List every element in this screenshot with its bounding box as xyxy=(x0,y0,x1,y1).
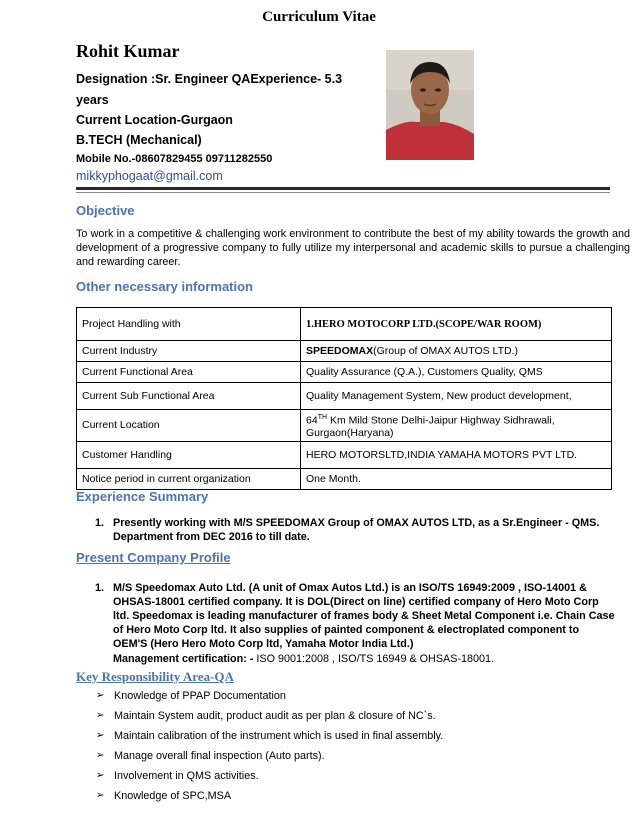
table-value: Quality Management System, New product development, xyxy=(301,383,612,410)
arrow-bullet-icon: ➢ xyxy=(96,730,105,741)
arrow-bullet-icon: ➢ xyxy=(96,690,105,701)
table-label: Current Location xyxy=(77,410,301,442)
mobile-number: Mobile No.-08607829455 09711282550 xyxy=(76,153,273,165)
table-row xyxy=(77,410,612,442)
company-profile-text: M/S Speedomax Auto Ltd. (A unit of Omax Autos Ltd.) is an ISO/TS 16949:2009 , ISO-14001 & OHSAS-18001 certified company. It is DOL(Direct on line) certified company of Hero Moto Corp ltd. Speedomax is leading manufacturer of frames body & Sheet Metal Component i.e. Chain Case of Hero Moto Corp ltd. It also supplies of painted component & electroplated component to OEM'S (Hero Hero Moto Corp ltd, Yamaha Motor India Ltd.) xyxy=(113,582,615,650)
list-item xyxy=(96,689,616,709)
current-location: Current Location-Gurgaon xyxy=(76,113,233,127)
arrow-bullet-icon: ➢ xyxy=(96,790,105,801)
table-label: Current Industry xyxy=(77,341,301,362)
email-address[interactable]: mikkyphogaat@gmail.com xyxy=(76,169,223,183)
experience-text: Presently working with M/S SPEEDOMAX Group of OMAX AUTOS LTD, as a Sr.Engineer - QMS. Department from DEC 2016 to till date. xyxy=(113,517,600,543)
industry-company: SPEEDOMAX xyxy=(306,345,374,357)
objective-heading: Objective xyxy=(76,203,135,218)
table-row xyxy=(77,441,612,468)
list-item xyxy=(96,709,616,729)
list-item xyxy=(96,729,616,749)
table-label: Current Functional Area xyxy=(77,362,301,383)
management-certification xyxy=(113,653,494,665)
table-value: HERO MOTORSLTD,INDIA YAMAHA MOTORS PVT LTD. xyxy=(301,441,612,468)
education: B.TECH (Mechanical) xyxy=(76,133,202,147)
list-item xyxy=(96,789,616,809)
experience-item xyxy=(95,516,615,544)
responsibility-text: Involvement in QMS activities. xyxy=(114,770,259,782)
company-profile-heading: Present Company Profile xyxy=(76,550,231,565)
designation-line-2: years xyxy=(76,93,109,107)
profile-photo xyxy=(386,50,474,160)
table-row xyxy=(77,468,612,489)
table-value xyxy=(301,308,612,341)
location-sup: TH xyxy=(317,414,328,421)
other-info-table xyxy=(76,307,612,490)
table-value xyxy=(301,410,612,442)
list-number: 1. xyxy=(95,582,105,594)
objective-text: To work in a competitive & challenging work environment to contribute the best of my ability towards the growth and development of a progressive company to fully utilize my interpersonal and academic skills to pursue a challenging and rewarding career. xyxy=(76,228,630,268)
header-divider-thick xyxy=(76,187,610,190)
arrow-bullet-icon: ➢ xyxy=(96,770,105,781)
table-row xyxy=(77,341,612,362)
table-row xyxy=(77,383,612,410)
other-info-heading: Other necessary information xyxy=(76,279,253,294)
candidate-name: Rohit Kumar xyxy=(76,41,180,61)
responsibility-text: Knowledge of SPC,MSA xyxy=(114,790,232,802)
responsibility-text: Maintain System audit, product audit as per plan & closure of NC`s. xyxy=(114,710,436,722)
responsibility-list xyxy=(96,689,616,809)
document-title: Curriculum Vitae xyxy=(262,9,376,25)
responsibility-text: Knowledge of PPAP Documentation xyxy=(114,690,286,702)
header-divider-thin xyxy=(76,192,610,193)
responsibility-text: Maintain calibration of the instrument which is used in final assembly. xyxy=(114,730,444,742)
table-row xyxy=(77,362,612,383)
list-number: 1. xyxy=(95,517,105,529)
list-item xyxy=(96,769,616,789)
company-profile-item xyxy=(95,581,615,651)
table-value xyxy=(301,341,612,362)
industry-group: (Group of OMAX AUTOS LTD.) xyxy=(373,345,519,357)
table-label: Project Handling with xyxy=(77,308,301,341)
table-label: Notice period in current organization xyxy=(77,468,301,489)
table-row xyxy=(77,308,612,341)
mgmt-value: ISO 9001:2008 , ISO/TS 16949 & OHSAS-18001. xyxy=(253,653,495,665)
table-value: Quality Assurance (Q.A.), Customers Quality, QMS xyxy=(301,362,612,383)
mgmt-label: Management certification: - xyxy=(113,653,254,665)
responsibility-text: Manage overall final inspection (Auto parts). xyxy=(114,750,325,762)
location-address: Km Mild Stone Delhi-Jaipur Highway Sidhrawali, Gurgaon(Haryana) xyxy=(306,414,555,439)
location-km: 64 xyxy=(306,414,318,427)
arrow-bullet-icon: ➢ xyxy=(96,710,105,721)
project-handling-value: 1.HERO MOTOCORP LTD.(SCOPE/WAR ROOM) xyxy=(306,318,542,330)
table-label: Customer Handling xyxy=(77,441,301,468)
table-value: One Month. xyxy=(301,468,612,489)
experience-heading: Experience Summary xyxy=(76,489,209,504)
designation-line-1: Designation :Sr. Engineer QAExperience- 5.3 xyxy=(76,72,343,86)
list-item xyxy=(96,749,616,769)
key-responsibility-heading: Key Responsibility Area-QA xyxy=(76,669,234,684)
arrow-bullet-icon: ➢ xyxy=(96,750,105,761)
table-label: Current Sub Functional Area xyxy=(77,383,301,410)
